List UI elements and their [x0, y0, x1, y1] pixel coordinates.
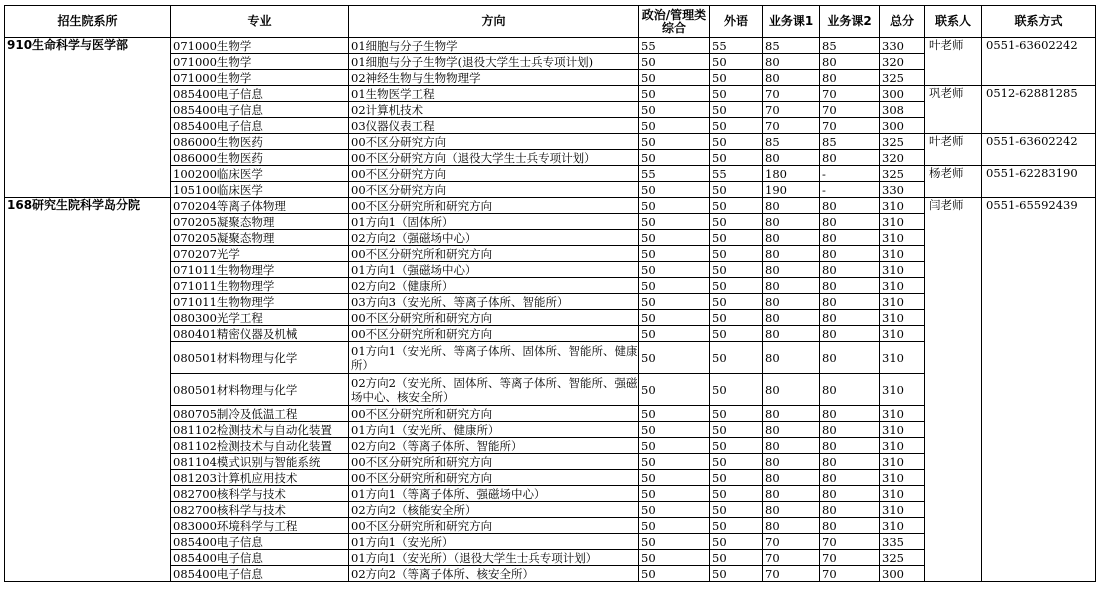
direction-cell: 01方向1（安光所） [349, 534, 639, 550]
politics-score-cell: 50 [639, 214, 710, 230]
total-score-cell: 325 [880, 550, 925, 566]
direction-cell: 02方向2（等离子体所、核安全所） [349, 566, 639, 582]
direction-cell: 01细胞与分子生物学(退役大学生士兵专项计划) [349, 54, 639, 70]
course1-score-cell: 80 [763, 454, 820, 470]
foreign-score-cell: 50 [710, 134, 763, 150]
foreign-score-cell: 50 [710, 502, 763, 518]
total-score-cell: 310 [880, 470, 925, 486]
course1-score-cell: 70 [763, 534, 820, 550]
total-score-cell: 310 [880, 422, 925, 438]
course1-score-cell: 190 [763, 182, 820, 198]
foreign-score-cell: 50 [710, 54, 763, 70]
total-score-cell: 300 [880, 566, 925, 582]
course2-score-cell: 80 [820, 246, 880, 262]
major-cell: 071000生物学 [171, 54, 349, 70]
direction-cell: 01方向1（安光所、等离子体所、固体所、智能所、健康所） [349, 342, 639, 374]
course1-score-cell: 80 [763, 70, 820, 86]
politics-score-cell: 50 [639, 374, 710, 406]
major-cell: 080501材料物理与化学 [171, 342, 349, 374]
dept-cell: 168研究生院科学岛分院 [5, 198, 171, 582]
foreign-score-cell: 50 [710, 230, 763, 246]
politics-score-cell: 55 [639, 166, 710, 182]
politics-score-cell: 50 [639, 198, 710, 214]
course1-score-cell: 80 [763, 150, 820, 166]
major-cell: 071000生物学 [171, 70, 349, 86]
course2-score-cell: 80 [820, 278, 880, 294]
politics-score-cell: 50 [639, 278, 710, 294]
header-row [5, 6, 1096, 38]
politics-score-cell: 50 [639, 406, 710, 422]
course1-score-cell: 80 [763, 54, 820, 70]
foreign-score-cell: 50 [710, 566, 763, 582]
direction-cell: 02方向2（核能安全所） [349, 502, 639, 518]
direction-cell: 02神经生物与生物物理学 [349, 70, 639, 86]
course2-score-cell: 80 [820, 54, 880, 70]
politics-score-cell: 50 [639, 134, 710, 150]
foreign-score-cell: 50 [710, 278, 763, 294]
total-score-cell: 310 [880, 262, 925, 278]
header-direction: 方向 [349, 6, 639, 38]
foreign-score-cell: 50 [710, 454, 763, 470]
course2-score-cell: 80 [820, 422, 880, 438]
course2-score-cell: 80 [820, 150, 880, 166]
major-cell: 080300光学工程 [171, 310, 349, 326]
course2-score-cell: 80 [820, 518, 880, 534]
course2-score-cell: 80 [820, 342, 880, 374]
foreign-score-cell: 50 [710, 342, 763, 374]
course2-score-cell: 80 [820, 486, 880, 502]
politics-score-cell: 50 [639, 86, 710, 102]
politics-score-cell: 50 [639, 294, 710, 310]
major-cell: 085400电子信息 [171, 118, 349, 134]
major-cell: 081102检测技术与自动化装置 [171, 422, 349, 438]
table-row [5, 198, 1096, 214]
direction-cell: 02计算机技术 [349, 102, 639, 118]
course2-score-cell: 80 [820, 214, 880, 230]
direction-cell: 00不区分研究所和研究方向 [349, 326, 639, 342]
total-score-cell: 320 [880, 54, 925, 70]
politics-score-cell: 50 [639, 486, 710, 502]
course2-score-cell: 80 [820, 502, 880, 518]
major-cell: 081102检测技术与自动化装置 [171, 438, 349, 454]
course2-score-cell: 80 [820, 230, 880, 246]
politics-score-cell: 50 [639, 182, 710, 198]
major-cell: 085400电子信息 [171, 550, 349, 566]
course2-score-cell: 70 [820, 118, 880, 134]
total-score-cell: 335 [880, 534, 925, 550]
contact-name-cell: 杨老师 [925, 166, 982, 198]
course2-score-cell: 70 [820, 534, 880, 550]
course1-score-cell: 80 [763, 198, 820, 214]
course2-score-cell: 80 [820, 326, 880, 342]
direction-cell: 01细胞与分子生物学 [349, 38, 639, 54]
major-cell: 085400电子信息 [171, 102, 349, 118]
major-cell: 070207光学 [171, 246, 349, 262]
course1-score-cell: 80 [763, 406, 820, 422]
total-score-cell: 300 [880, 118, 925, 134]
contact-name-cell: 叶老师 [925, 38, 982, 86]
politics-score-cell: 50 [639, 566, 710, 582]
contact-phone-cell: 0512-62881285 [982, 86, 1096, 134]
major-cell: 070204等离子体物理 [171, 198, 349, 214]
course2-score-cell: 85 [820, 134, 880, 150]
foreign-score-cell: 50 [710, 246, 763, 262]
header-course2: 业务课2 [820, 6, 880, 38]
total-score-cell: 310 [880, 486, 925, 502]
course1-score-cell: 80 [763, 278, 820, 294]
total-score-cell: 310 [880, 342, 925, 374]
major-cell: 085400电子信息 [171, 86, 349, 102]
foreign-score-cell: 50 [710, 422, 763, 438]
course1-score-cell: 80 [763, 294, 820, 310]
total-score-cell: 310 [880, 406, 925, 422]
course2-score-cell: 80 [820, 406, 880, 422]
course1-score-cell: 85 [763, 134, 820, 150]
total-score-cell: 310 [880, 518, 925, 534]
course2-score-cell: 70 [820, 566, 880, 582]
foreign-score-cell: 50 [710, 470, 763, 486]
total-score-cell: 310 [880, 278, 925, 294]
major-cell: 070205凝聚态物理 [171, 214, 349, 230]
course2-score-cell: 85 [820, 38, 880, 54]
politics-score-cell: 50 [639, 54, 710, 70]
course2-score-cell: 70 [820, 86, 880, 102]
major-cell: 071011生物物理学 [171, 262, 349, 278]
course2-score-cell: 70 [820, 102, 880, 118]
politics-score-cell: 50 [639, 422, 710, 438]
header-total: 总分 [880, 6, 925, 38]
course2-score-cell: 80 [820, 454, 880, 470]
course1-score-cell: 85 [763, 38, 820, 54]
direction-cell: 01生物医学工程 [349, 86, 639, 102]
course1-score-cell: 80 [763, 246, 820, 262]
contact-phone-cell: 0551-62283190 [982, 166, 1096, 198]
major-cell: 071000生物学 [171, 38, 349, 54]
header-course1: 业务课1 [763, 6, 820, 38]
direction-cell: 00不区分研究方向 [349, 134, 639, 150]
course1-score-cell: 70 [763, 86, 820, 102]
foreign-score-cell: 50 [710, 102, 763, 118]
course2-score-cell: - [820, 182, 880, 198]
total-score-cell: 310 [880, 454, 925, 470]
direction-cell: 02方向2（强磁场中心） [349, 230, 639, 246]
major-cell: 085400电子信息 [171, 534, 349, 550]
major-cell: 080401精密仪器及机械 [171, 326, 349, 342]
contact-phone-cell: 0551-63602242 [982, 134, 1096, 166]
direction-cell: 00不区分研究方向 [349, 166, 639, 182]
course2-score-cell: 80 [820, 262, 880, 278]
header-dept: 招生院系所 [5, 6, 171, 38]
direction-cell: 01方向1（固体所） [349, 214, 639, 230]
direction-cell: 00不区分研究所和研究方向 [349, 518, 639, 534]
major-cell: 082700核科学与技术 [171, 502, 349, 518]
direction-cell: 00不区分研究方向 [349, 182, 639, 198]
politics-score-cell: 50 [639, 534, 710, 550]
major-cell: 105100临床医学 [171, 182, 349, 198]
foreign-score-cell: 50 [710, 534, 763, 550]
direction-cell: 03仪器仪表工程 [349, 118, 639, 134]
header-politics: 政治/管理类综合 [639, 6, 710, 38]
total-score-cell: 310 [880, 374, 925, 406]
course1-score-cell: 80 [763, 310, 820, 326]
direction-cell: 01方向1（等离子体所、强磁场中心） [349, 486, 639, 502]
politics-score-cell: 50 [639, 502, 710, 518]
course1-score-cell: 80 [763, 502, 820, 518]
course1-score-cell: 80 [763, 518, 820, 534]
major-cell: 100200临床医学 [171, 166, 349, 182]
politics-score-cell: 50 [639, 518, 710, 534]
direction-cell: 02方向2（健康所） [349, 278, 639, 294]
foreign-score-cell: 50 [710, 310, 763, 326]
major-cell: 080501材料物理与化学 [171, 374, 349, 406]
course2-score-cell: 80 [820, 374, 880, 406]
foreign-score-cell: 50 [710, 486, 763, 502]
course1-score-cell: 70 [763, 118, 820, 134]
course1-score-cell: 80 [763, 470, 820, 486]
politics-score-cell: 50 [639, 438, 710, 454]
foreign-score-cell: 50 [710, 550, 763, 566]
course1-score-cell: 80 [763, 422, 820, 438]
direction-cell: 00不区分研究所和研究方向 [349, 454, 639, 470]
total-score-cell: 310 [880, 198, 925, 214]
course2-score-cell: - [820, 166, 880, 182]
foreign-score-cell: 55 [710, 166, 763, 182]
direction-cell: 03方向3（安光所、等离子体所、智能所） [349, 294, 639, 310]
course2-score-cell: 80 [820, 438, 880, 454]
total-score-cell: 310 [880, 310, 925, 326]
course1-score-cell: 80 [763, 230, 820, 246]
course2-score-cell: 80 [820, 70, 880, 86]
course1-score-cell: 70 [763, 550, 820, 566]
foreign-score-cell: 50 [710, 86, 763, 102]
course1-score-cell: 180 [763, 166, 820, 182]
course1-score-cell: 80 [763, 486, 820, 502]
direction-cell: 02方向2（安光所、固体所、等离子体所、智能所、强磁场中心、核安全所） [349, 374, 639, 406]
foreign-score-cell: 50 [710, 150, 763, 166]
major-cell: 086000生物医药 [171, 134, 349, 150]
direction-cell: 02方向2（等离子体所、智能所） [349, 438, 639, 454]
major-cell: 081203计算机应用技术 [171, 470, 349, 486]
contact-phone-cell: 0551-63602242 [982, 38, 1096, 86]
total-score-cell: 310 [880, 294, 925, 310]
course1-score-cell: 80 [763, 342, 820, 374]
major-cell: 071011生物物理学 [171, 294, 349, 310]
header-phone: 联系方式 [982, 6, 1096, 38]
course1-score-cell: 80 [763, 438, 820, 454]
direction-cell: 00不区分研究所和研究方向 [349, 198, 639, 214]
course2-score-cell: 80 [820, 198, 880, 214]
score-table-body [5, 6, 1096, 582]
total-score-cell: 310 [880, 246, 925, 262]
politics-score-cell: 50 [639, 550, 710, 566]
politics-score-cell: 50 [639, 102, 710, 118]
foreign-score-cell: 50 [710, 326, 763, 342]
major-cell: 082700核科学与技术 [171, 486, 349, 502]
course2-score-cell: 70 [820, 550, 880, 566]
header-contact: 联系人 [925, 6, 982, 38]
politics-score-cell: 50 [639, 454, 710, 470]
course1-score-cell: 70 [763, 102, 820, 118]
foreign-score-cell: 50 [710, 182, 763, 198]
direction-cell: 00不区分研究方向（退役大学生士兵专项计划） [349, 150, 639, 166]
score-table [4, 5, 1096, 582]
politics-score-cell: 50 [639, 246, 710, 262]
course1-score-cell: 70 [763, 566, 820, 582]
major-cell: 086000生物医药 [171, 150, 349, 166]
politics-score-cell: 50 [639, 310, 710, 326]
course1-score-cell: 80 [763, 326, 820, 342]
total-score-cell: 330 [880, 182, 925, 198]
total-score-cell: 308 [880, 102, 925, 118]
total-score-cell: 300 [880, 86, 925, 102]
course2-score-cell: 80 [820, 310, 880, 326]
politics-score-cell: 50 [639, 230, 710, 246]
foreign-score-cell: 50 [710, 118, 763, 134]
total-score-cell: 325 [880, 70, 925, 86]
foreign-score-cell: 50 [710, 406, 763, 422]
course2-score-cell: 80 [820, 470, 880, 486]
politics-score-cell: 50 [639, 262, 710, 278]
header-foreign: 外语 [710, 6, 763, 38]
header-major: 专业 [171, 6, 349, 38]
foreign-score-cell: 50 [710, 70, 763, 86]
contact-name-cell: 巩老师 [925, 86, 982, 134]
direction-cell: 00不区分研究所和研究方向 [349, 470, 639, 486]
total-score-cell: 310 [880, 502, 925, 518]
foreign-score-cell: 50 [710, 518, 763, 534]
politics-score-cell: 50 [639, 70, 710, 86]
total-score-cell: 325 [880, 166, 925, 182]
foreign-score-cell: 50 [710, 438, 763, 454]
total-score-cell: 310 [880, 326, 925, 342]
direction-cell: 00不区分研究所和研究方向 [349, 246, 639, 262]
contact-name-cell: 叶老师 [925, 134, 982, 166]
foreign-score-cell: 50 [710, 294, 763, 310]
direction-cell: 01方向1（安光所）（退役大学生士兵专项计划） [349, 550, 639, 566]
major-cell: 083000环境科学与工程 [171, 518, 349, 534]
course2-score-cell: 80 [820, 294, 880, 310]
politics-score-cell: 50 [639, 118, 710, 134]
foreign-score-cell: 50 [710, 198, 763, 214]
total-score-cell: 330 [880, 38, 925, 54]
politics-score-cell: 50 [639, 326, 710, 342]
foreign-score-cell: 50 [710, 214, 763, 230]
foreign-score-cell: 55 [710, 38, 763, 54]
politics-score-cell: 50 [639, 150, 710, 166]
politics-score-cell: 50 [639, 342, 710, 374]
contact-phone-cell: 0551-65592439 [982, 198, 1096, 582]
major-cell: 081104模式识别与智能系统 [171, 454, 349, 470]
politics-score-cell: 50 [639, 470, 710, 486]
contact-name-cell: 闫老师 [925, 198, 982, 582]
dept-cell: 910生命科学与医学部 [5, 38, 171, 198]
total-score-cell: 310 [880, 438, 925, 454]
total-score-cell: 310 [880, 230, 925, 246]
foreign-score-cell: 50 [710, 262, 763, 278]
total-score-cell: 325 [880, 134, 925, 150]
politics-score-cell: 55 [639, 38, 710, 54]
total-score-cell: 320 [880, 150, 925, 166]
course1-score-cell: 80 [763, 214, 820, 230]
major-cell: 085400电子信息 [171, 566, 349, 582]
foreign-score-cell: 50 [710, 374, 763, 406]
direction-cell: 01方向1（安光所、健康所） [349, 422, 639, 438]
course1-score-cell: 80 [763, 262, 820, 278]
table-row [5, 38, 1096, 54]
direction-cell: 00不区分研究所和研究方向 [349, 310, 639, 326]
direction-cell: 01方向1（强磁场中心） [349, 262, 639, 278]
major-cell: 080705制冷及低温工程 [171, 406, 349, 422]
major-cell: 070205凝聚态物理 [171, 230, 349, 246]
total-score-cell: 310 [880, 214, 925, 230]
direction-cell: 00不区分研究所和研究方向 [349, 406, 639, 422]
course1-score-cell: 80 [763, 374, 820, 406]
major-cell: 071011生物物理学 [171, 278, 349, 294]
